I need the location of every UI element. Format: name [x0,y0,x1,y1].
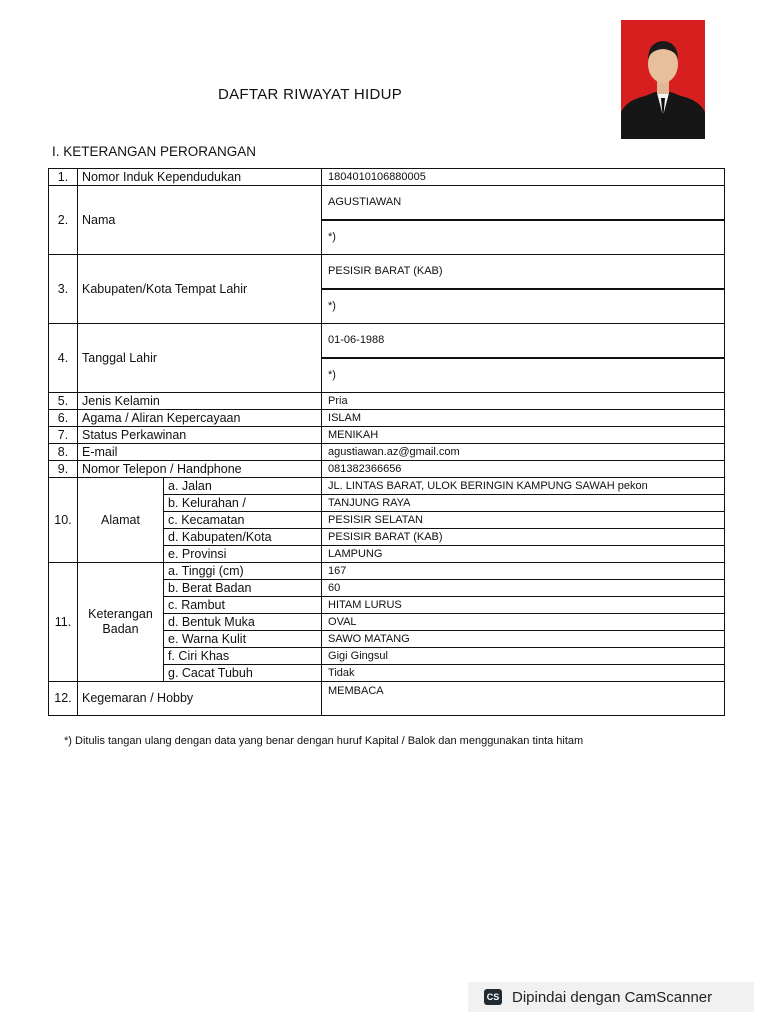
berat-value: 60 [322,580,725,597]
section-title: I. KETERANGAN PERORANGAN [52,144,257,159]
kelurahan-value: TANJUNG RAYA [322,495,725,512]
row-number: 10. [49,478,78,563]
row-label: E-mail [78,444,322,461]
table-row [49,324,725,359]
row-label: Nomor Induk Kependudukan [78,169,322,186]
hobby-value: MEMBACA [322,682,725,716]
row-number: 9. [49,461,78,478]
nama-value: AGUSTIAWAN [322,186,725,221]
kecamatan-value: PESISIR SELATAN [322,512,725,529]
badan-sub-label: f. Ciri Khas [164,648,322,665]
badan-label: Keterangan Badan [78,563,164,682]
row-label: Jenis Kelamin [78,393,322,410]
table-row [49,393,725,410]
row-number: 6. [49,410,78,427]
row-number: 2. [49,186,78,255]
row-label: Agama / Aliran Kepercayaan [78,410,322,427]
table-row [49,682,725,716]
email-value: agustiawan.az@gmail.com [322,444,725,461]
badan-sub-label: e. Warna Kulit [164,631,322,648]
row-number: 1. [49,169,78,186]
provinsi-value: LAMPUNG [322,546,725,563]
footnote: *) Ditulis tangan ulang dengan data yang benar dengan huruf Kapital / Balok dan menggunakan tinta hitam [64,735,584,747]
camscanner-logo-icon: CS [484,989,502,1005]
badan-sub-label: a. Tinggi (cm) [164,563,322,580]
rambut-value: HITAM LURUS [322,597,725,614]
bentuk-muka-value: OVAL [322,614,725,631]
kabupaten-value: PESISIR BARAT (KAB) [322,529,725,546]
tanggal-lahir-note: *) [322,358,725,393]
alamat-sub-label: e. Provinsi [164,546,322,563]
watermark-text: Dipindai dengan CamScanner [512,988,713,1006]
row-number: 8. [49,444,78,461]
telepon-value: 081382366656 [322,461,725,478]
alamat-sub-label: c. Kecamatan [164,512,322,529]
nama-note: *) [322,220,725,255]
row-label: Tanggal Lahir [78,324,322,393]
table-row [49,444,725,461]
camscanner-watermark [468,982,754,1012]
alamat-sub-label: d. Kabupaten/Kota [164,529,322,546]
profile-photo [621,20,705,139]
document-title: DAFTAR RIWAYAT HIDUP [217,86,403,103]
row-label: Nomor Telepon / Handphone [78,461,322,478]
row-number: 12. [49,682,78,716]
personal-info-table [48,168,725,716]
row-number: 3. [49,255,78,324]
status-value: MENIKAH [322,427,725,444]
table-row [49,410,725,427]
row-number: 11. [49,563,78,682]
table-row [49,478,725,495]
table-row [49,255,725,290]
table-row [49,186,725,221]
warna-kulit-value: SAWO MATANG [322,631,725,648]
tinggi-value: 167 [322,563,725,580]
jenis-kelamin-value: Pria [322,393,725,410]
badan-sub-label: b. Berat Badan [164,580,322,597]
table-row [49,461,725,478]
row-label: Status Perkawinan [78,427,322,444]
row-number: 4. [49,324,78,393]
alamat-sub-label: a. Jalan [164,478,322,495]
table-row [49,563,725,580]
tempat-lahir-note: *) [322,289,725,324]
badan-sub-label: d. Bentuk Muka [164,614,322,631]
row-label: Nama [78,186,322,255]
person-silhouette-icon [621,20,705,139]
row-label: Kabupaten/Kota Tempat Lahir [78,255,322,324]
row-label: Kegemaran / Hobby [78,682,322,716]
agama-value: ISLAM [322,410,725,427]
tanggal-lahir-value: 01-06-1988 [322,324,725,359]
ciri-khas-value: Gigi Gingsul [322,648,725,665]
row-number: 7. [49,427,78,444]
jalan-value: JL. LINTAS BARAT, ULOK BERINGIN KAMPUNG SAWAH pekon [322,478,725,495]
cacat-tubuh-value: Tidak [322,665,725,682]
row-number: 5. [49,393,78,410]
alamat-sub-label: b. Kelurahan / [164,495,322,512]
nik-value: 1804010106880005 [322,169,725,186]
badan-sub-label: g. Cacat Tubuh [164,665,322,682]
table-row [49,427,725,444]
badan-sub-label: c. Rambut [164,597,322,614]
alamat-label: Alamat [78,478,164,563]
tempat-lahir-value: PESISIR BARAT (KAB) [322,255,725,290]
table-row [49,169,725,186]
